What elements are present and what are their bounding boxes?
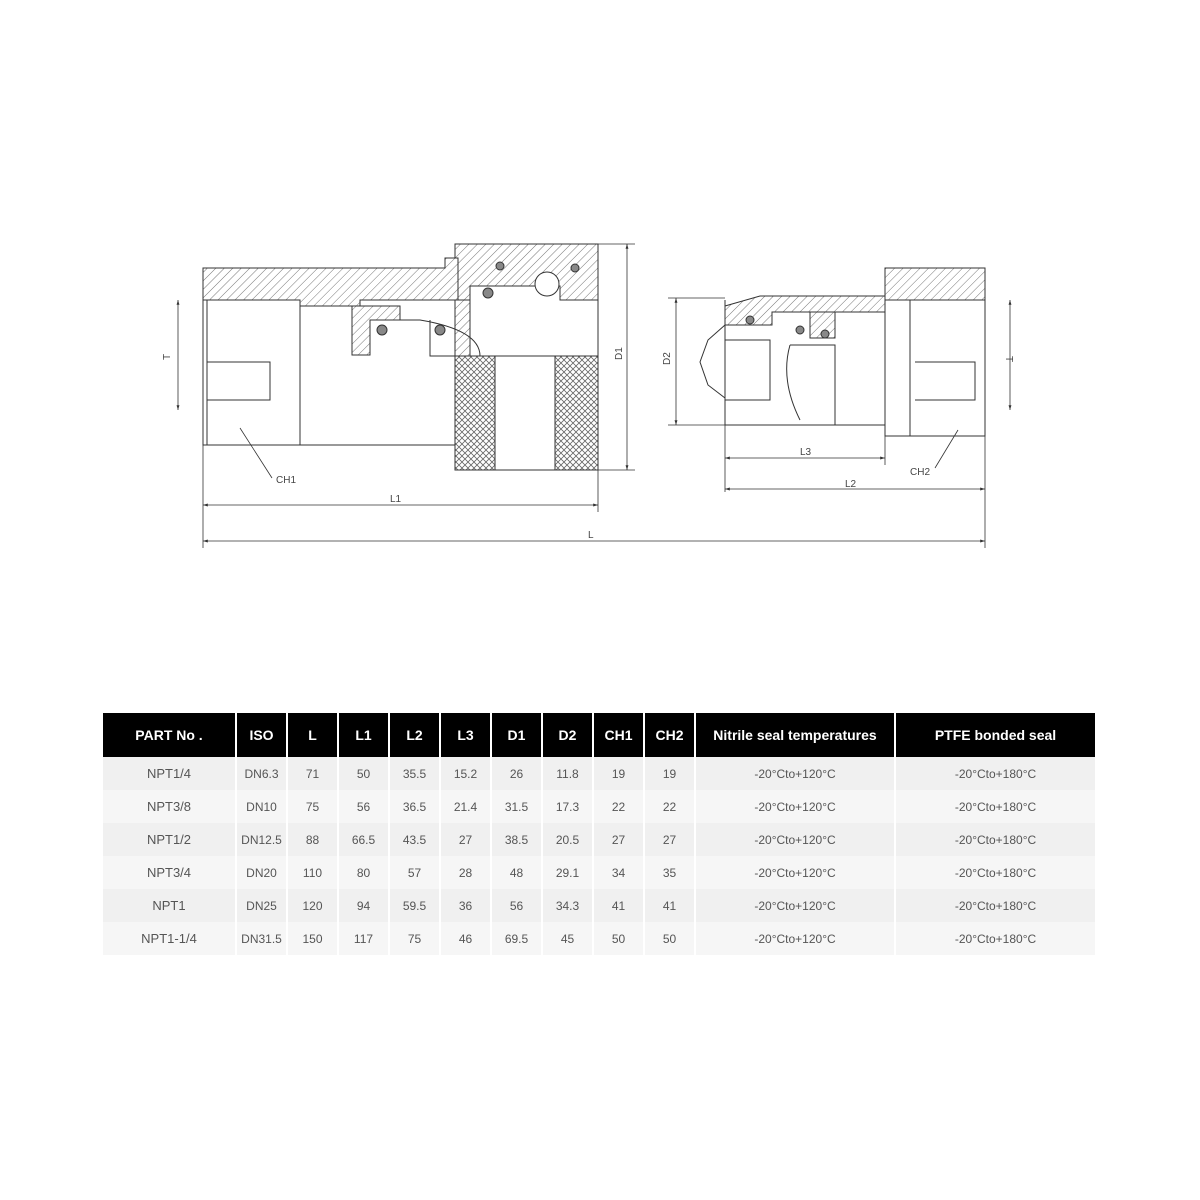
table-cell: -20°Cto+120°C	[695, 790, 895, 823]
table-cell: 59.5	[389, 889, 440, 922]
table-cell: 50	[644, 922, 695, 955]
part-number-cell: NPT3/4	[103, 856, 236, 889]
table-cell: 43.5	[389, 823, 440, 856]
table-cell: 41	[593, 889, 644, 922]
table-cell: 48	[491, 856, 542, 889]
label-l1: L1	[390, 494, 402, 505]
table-cell: 19	[593, 757, 644, 790]
table-cell: -20°Cto+180°C	[895, 922, 1095, 955]
label-l2: L2	[845, 479, 857, 490]
table-cell: 27	[593, 823, 644, 856]
table-cell: -20°Cto+180°C	[895, 757, 1095, 790]
part-number-cell: NPT1/2	[103, 823, 236, 856]
table-cell: DN6.3	[236, 757, 287, 790]
table-cell: 46	[440, 922, 491, 955]
table-row	[103, 790, 1095, 823]
table-cell: DN31.5	[236, 922, 287, 955]
column-header: CH2	[644, 713, 695, 757]
part-number-cell: NPT3/8	[103, 790, 236, 823]
part-number-cell: NPT1-1/4	[103, 922, 236, 955]
table-cell: -20°Cto+120°C	[695, 889, 895, 922]
table-cell: 27	[440, 823, 491, 856]
table-cell: 35	[644, 856, 695, 889]
table-cell: 80	[338, 856, 389, 889]
table-row	[103, 823, 1095, 856]
column-header: L	[287, 713, 338, 757]
column-header: D1	[491, 713, 542, 757]
label-d2: D2	[662, 352, 673, 365]
label-t-right: T	[1003, 356, 1014, 363]
table-cell: -20°Cto+180°C	[895, 856, 1095, 889]
table-cell: 50	[338, 757, 389, 790]
table-cell: 21.4	[440, 790, 491, 823]
table-cell: 110	[287, 856, 338, 889]
table-cell: 57	[389, 856, 440, 889]
column-header: PTFE bonded seal	[895, 713, 1095, 757]
table-cell: 56	[491, 889, 542, 922]
table-cell: 19	[644, 757, 695, 790]
table-row	[103, 889, 1095, 922]
table-cell: 28	[440, 856, 491, 889]
female-coupler	[203, 244, 598, 470]
table-cell: -20°Cto+180°C	[895, 823, 1095, 856]
table-cell: -20°Cto+180°C	[895, 790, 1095, 823]
table-cell: DN12.5	[236, 823, 287, 856]
table-header-row	[103, 713, 1095, 757]
table-cell: DN20	[236, 856, 287, 889]
table-cell: 17.3	[542, 790, 593, 823]
table-cell: 150	[287, 922, 338, 955]
table-cell: -20°Cto+120°C	[695, 757, 895, 790]
column-header: L1	[338, 713, 389, 757]
table-cell: 75	[287, 790, 338, 823]
table-cell: 71	[287, 757, 338, 790]
part-number-cell: NPT1/4	[103, 757, 236, 790]
table-cell: 117	[338, 922, 389, 955]
table-cell: 35.5	[389, 757, 440, 790]
spec-table	[103, 713, 1095, 955]
table-cell: 31.5	[491, 790, 542, 823]
table-cell: 11.8	[542, 757, 593, 790]
table-cell: 29.1	[542, 856, 593, 889]
label-l3: L3	[800, 447, 812, 458]
table-cell: 94	[338, 889, 389, 922]
table-cell: 34.3	[542, 889, 593, 922]
table-cell: DN25	[236, 889, 287, 922]
table-cell: -20°Cto+180°C	[895, 889, 1095, 922]
table-cell: 26	[491, 757, 542, 790]
table-cell: 22	[593, 790, 644, 823]
table-cell: 69.5	[491, 922, 542, 955]
column-header: L2	[389, 713, 440, 757]
table-row	[103, 757, 1095, 790]
table-cell: 120	[287, 889, 338, 922]
table-cell: -20°Cto+120°C	[695, 922, 895, 955]
table-cell: -20°Cto+120°C	[695, 823, 895, 856]
table-cell: 75	[389, 922, 440, 955]
column-header: L3	[440, 713, 491, 757]
part-number-cell: NPT1	[103, 889, 236, 922]
table-cell: 66.5	[338, 823, 389, 856]
table-cell: 50	[593, 922, 644, 955]
table-row	[103, 856, 1095, 889]
table-row	[103, 922, 1095, 955]
table-cell: 38.5	[491, 823, 542, 856]
table-cell: 22	[644, 790, 695, 823]
table-cell: 20.5	[542, 823, 593, 856]
table-cell: 41	[644, 889, 695, 922]
table-cell: 27	[644, 823, 695, 856]
label-ch1: CH1	[276, 475, 297, 486]
column-header: PART No .	[103, 713, 236, 757]
table-cell: 56	[338, 790, 389, 823]
table-cell: 36.5	[389, 790, 440, 823]
table-cell: 15.2	[440, 757, 491, 790]
label-ch2: CH2	[910, 467, 931, 478]
table-cell: -20°Cto+120°C	[695, 856, 895, 889]
table-cell: 88	[287, 823, 338, 856]
table-cell: 45	[542, 922, 593, 955]
table-cell: DN10	[236, 790, 287, 823]
column-header: CH1	[593, 713, 644, 757]
table-cell: 34	[593, 856, 644, 889]
label-d1: D1	[614, 347, 625, 360]
label-l: L	[588, 530, 594, 541]
table-cell: 36	[440, 889, 491, 922]
column-header: ISO	[236, 713, 287, 757]
label-t-left: T	[162, 353, 173, 360]
column-header: D2	[542, 713, 593, 757]
column-header: Nitrile seal temperatures	[695, 713, 895, 757]
male-plug	[700, 268, 985, 436]
